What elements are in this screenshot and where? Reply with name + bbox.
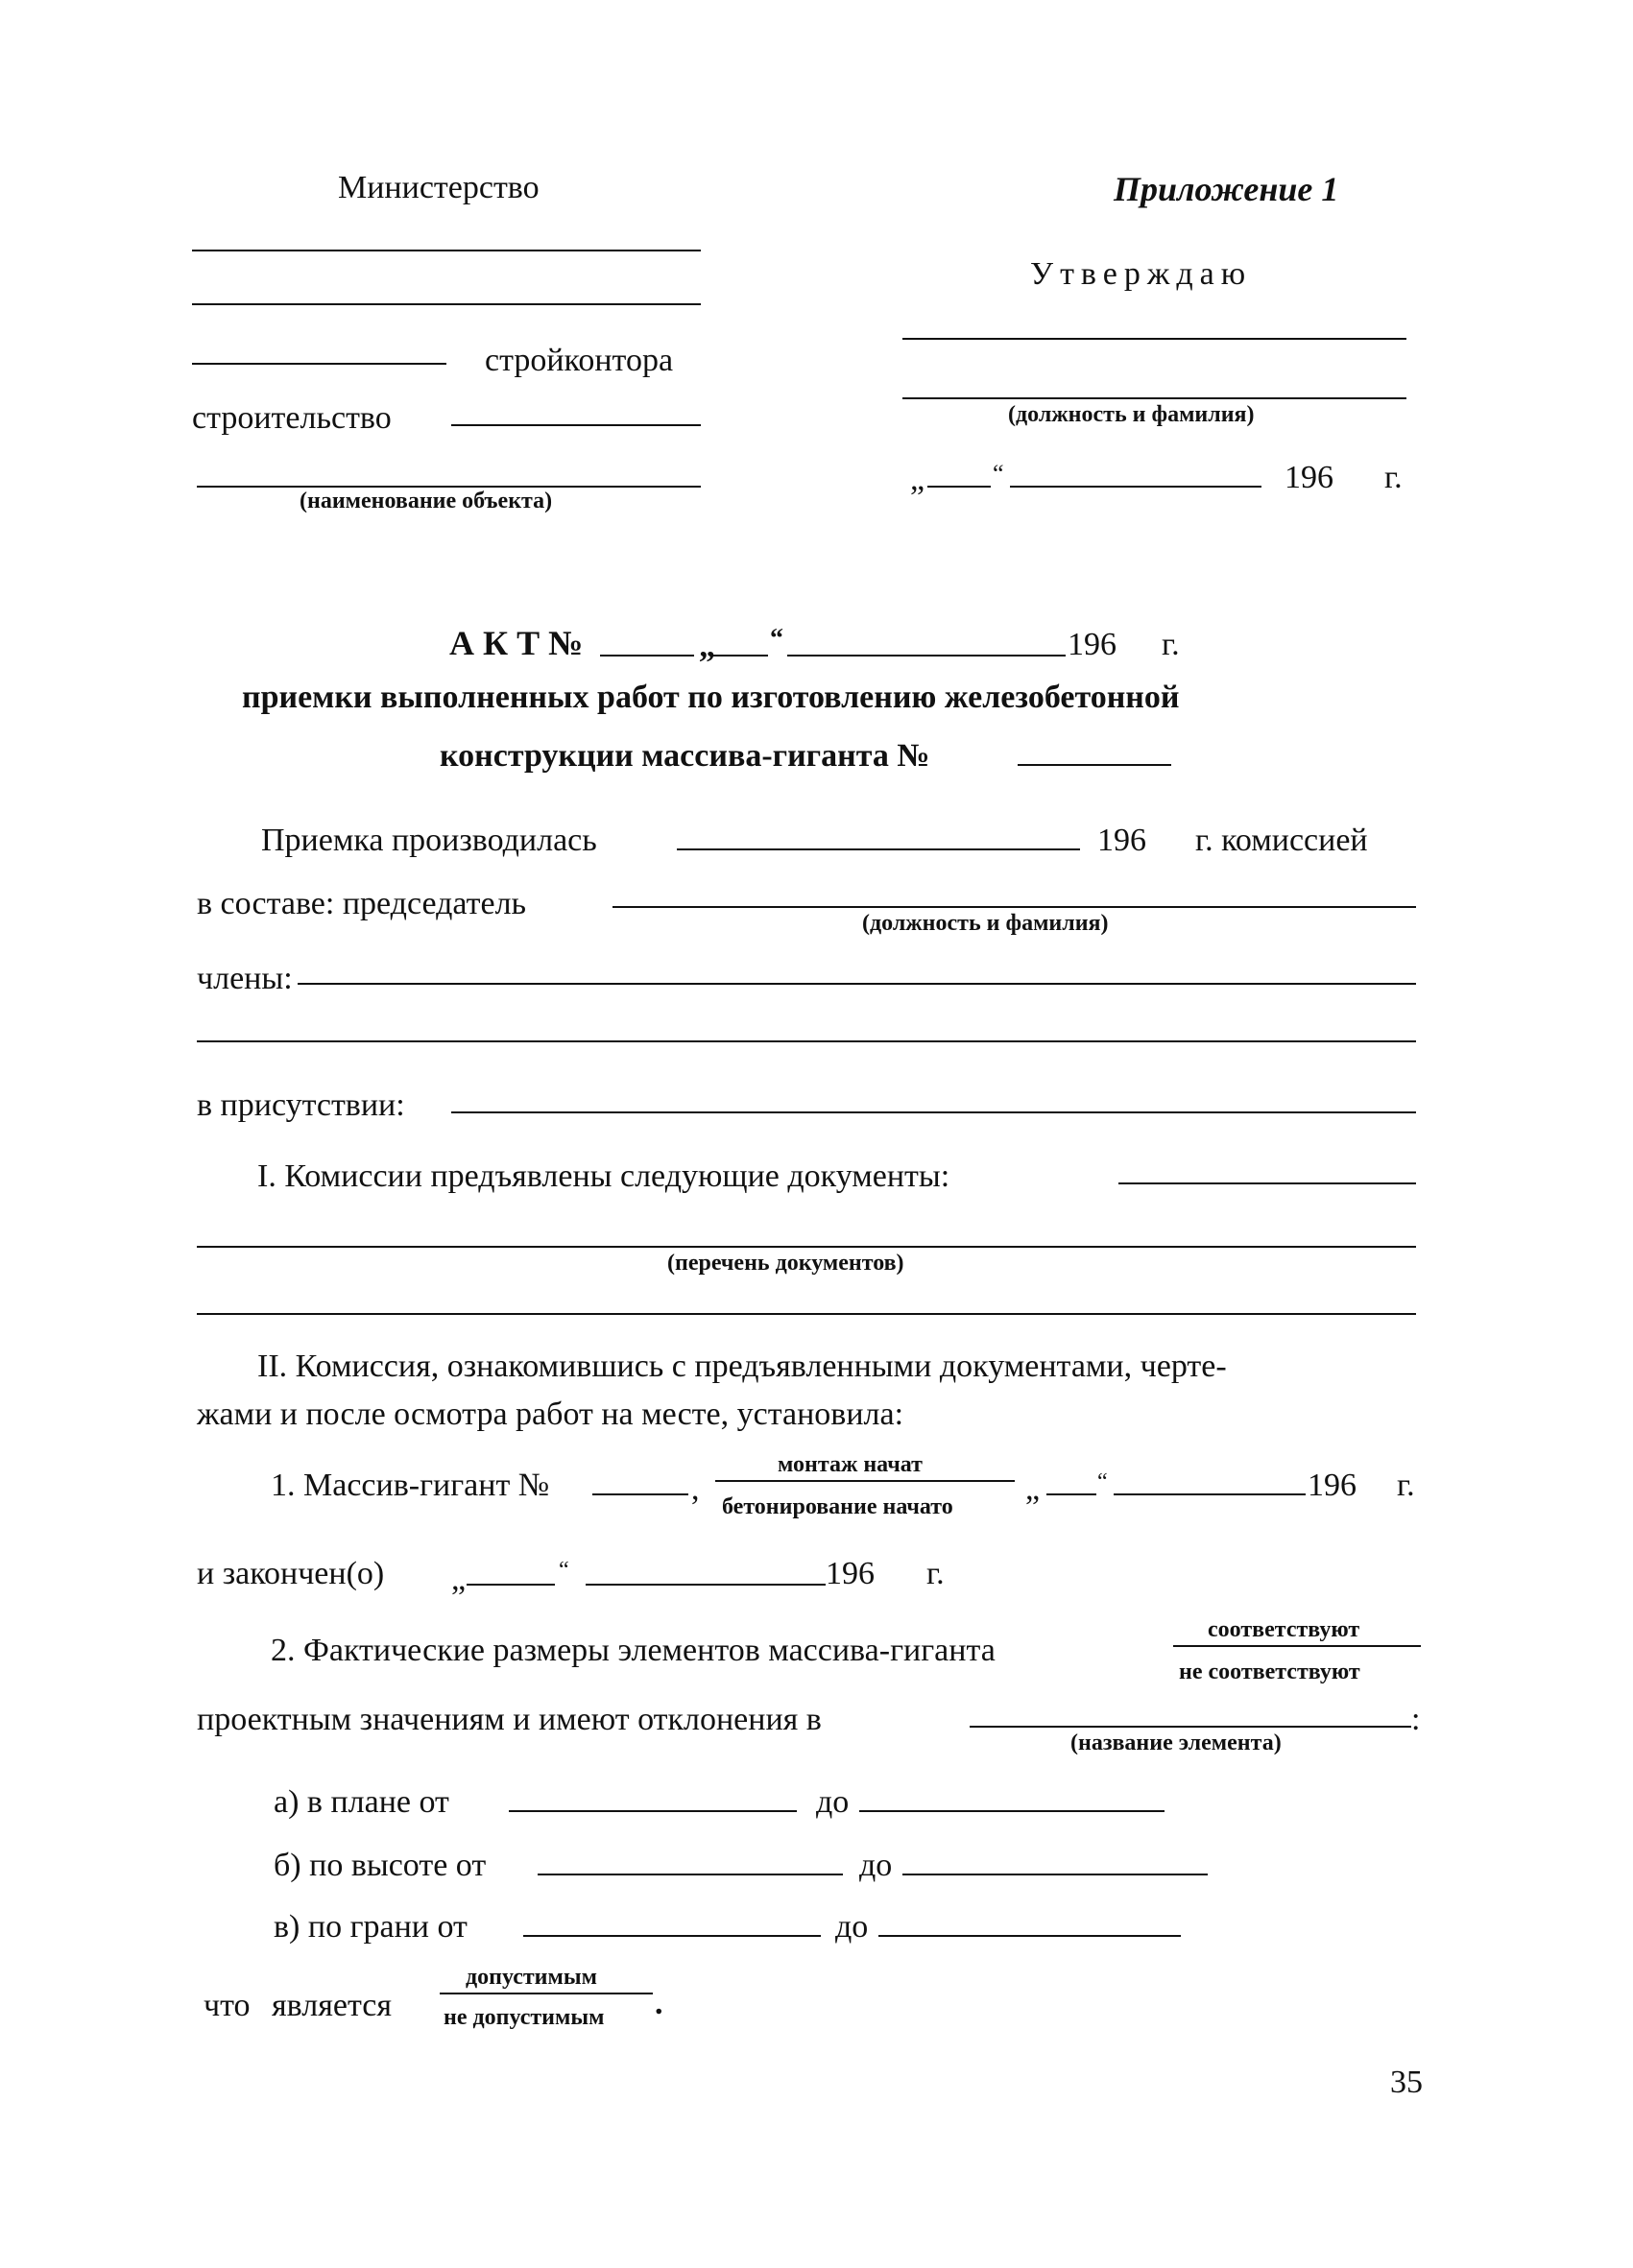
item1-day-line (1046, 1493, 1096, 1495)
act-date-close: “ (770, 624, 783, 654)
act-label: А К Т № (449, 624, 584, 662)
section2-line-1: II. Комиссия, ознакомившись с предъявленными документами, черте- (257, 1349, 1227, 1384)
item2-frac-line (1173, 1645, 1421, 1647)
finished-label: и закончен(о) (197, 1556, 385, 1591)
approve-label: Утверждаю (1030, 256, 1253, 292)
item1-frac-top: монтаж начат (778, 1452, 923, 1477)
item1-month-line (1114, 1493, 1306, 1495)
item1-year: 196 (1308, 1468, 1357, 1503)
deviation-plan-label: а) в плане от (274, 1784, 449, 1820)
chair-line (612, 906, 1416, 908)
presence-line (451, 1111, 1416, 1113)
conclusion-frac-top: допустимым (466, 1965, 597, 1990)
section1-line (1118, 1182, 1416, 1184)
deviation-face-label: в) по грани от (274, 1909, 468, 1945)
item2-frac-top: соответствуют (1208, 1617, 1360, 1642)
ministry-label: Министерство (338, 170, 540, 205)
deviation-plan-to-line (859, 1810, 1165, 1812)
acceptance-label: Приемка производилась (261, 823, 597, 858)
acceptance-date-line (677, 848, 1080, 850)
conclusion-period: . (655, 1986, 663, 2021)
deviation-height-label: б) по высоте от (274, 1848, 487, 1883)
finished-date-open: „ (451, 1562, 467, 1597)
presence-label: в присутствии: (197, 1087, 405, 1123)
docs-line-1 (197, 1246, 1416, 1248)
item2-colon: : (1411, 1702, 1421, 1737)
deviation-plan-to-label: до (816, 1784, 850, 1820)
acceptance-tail: г. комиссией (1195, 823, 1368, 858)
deviation-height-from-line (538, 1874, 843, 1875)
ministry-line-2 (192, 303, 701, 305)
deviation-plan-from-line (509, 1810, 797, 1812)
approve-day-line (927, 486, 991, 488)
item1-date-open: „ (1025, 1471, 1041, 1507)
construction-line (451, 424, 701, 426)
approve-line-1 (902, 338, 1406, 340)
conclusion-frac-bottom: не допустимым (444, 2005, 605, 2030)
position-caption: (должность и фамилия) (1008, 402, 1255, 427)
members-label: члены: (197, 961, 293, 996)
approve-month-line (1010, 486, 1261, 488)
item1-number-line (592, 1493, 688, 1495)
item2-line-2: проектным значениям и имеют отклонения в (197, 1702, 822, 1737)
approve-year: 196 (1285, 460, 1333, 495)
act-day-line (712, 655, 768, 657)
deviation-face-from-line (523, 1935, 821, 1937)
conclusion-label: что является (204, 1988, 392, 2023)
element-line (970, 1726, 1411, 1728)
appendix-label: Приложение 1 (1114, 170, 1339, 208)
composition-label: в составе: председатель (197, 886, 527, 921)
office-label: стройконтора (485, 343, 674, 378)
act-date-open: „ (699, 629, 715, 664)
act-year: 196 (1068, 627, 1117, 662)
item2-frac-bottom: не соответствуют (1179, 1659, 1360, 1684)
item1-comma: , (691, 1471, 700, 1507)
finished-month-line (586, 1584, 826, 1586)
item1-date-close: “ (1097, 1469, 1108, 1494)
section1-label: I. Комиссии предъявлены следующие документы: (257, 1158, 950, 1194)
act-year-suffix: г. (1162, 627, 1180, 662)
massiv-number-line (1018, 764, 1171, 766)
section2-line-2: жами и после осмотра работ на месте, установила: (197, 1397, 904, 1432)
approve-date-open: „ (910, 462, 925, 497)
item1-prefix: 1. Массив-гигант № (271, 1468, 550, 1503)
chair-caption: (должность и фамилия) (862, 911, 1109, 936)
construction-label: строительство (192, 400, 392, 436)
conclusion-frac-line (440, 1993, 653, 1994)
finished-day-line (467, 1584, 555, 1586)
element-caption: (название элемента) (1070, 1731, 1282, 1755)
docs-line-2 (197, 1313, 1416, 1315)
acceptance-year: 196 (1097, 823, 1146, 858)
office-line (192, 363, 446, 365)
deviation-face-to-line (878, 1935, 1181, 1937)
members-line-2 (197, 1040, 1416, 1042)
approve-line-2 (902, 397, 1406, 399)
page-number: 35 (1390, 2065, 1423, 2100)
members-line-1 (298, 983, 1416, 985)
docs-caption: (перечень документов) (667, 1251, 904, 1276)
ministry-line-1 (192, 250, 701, 251)
approve-year-suffix: г. (1384, 460, 1403, 495)
finished-year-suffix: г. (926, 1556, 945, 1591)
item1-frac-bottom: бетонирование начато (722, 1494, 953, 1519)
deviation-face-to-label: до (835, 1909, 869, 1945)
approve-date-close: “ (993, 460, 1004, 488)
object-caption: (наименование объекта) (300, 489, 553, 513)
deviation-height-to-label: до (859, 1848, 893, 1883)
item1-year-suffix: г. (1397, 1468, 1415, 1503)
act-number-line (600, 655, 694, 657)
finished-year: 196 (826, 1556, 875, 1591)
title-line-3: конструкции массива-гиганта № (440, 738, 930, 774)
act-month-line (787, 655, 1066, 657)
item2-prefix: 2. Фактические размеры элементов массива-гиганта (271, 1633, 996, 1668)
title-line-2: приемки выполненных работ по изготовлению железобетонной (242, 680, 1180, 715)
finished-date-close: “ (559, 1558, 569, 1583)
deviation-height-to-line (902, 1874, 1208, 1875)
item1-frac-line (715, 1480, 1015, 1482)
